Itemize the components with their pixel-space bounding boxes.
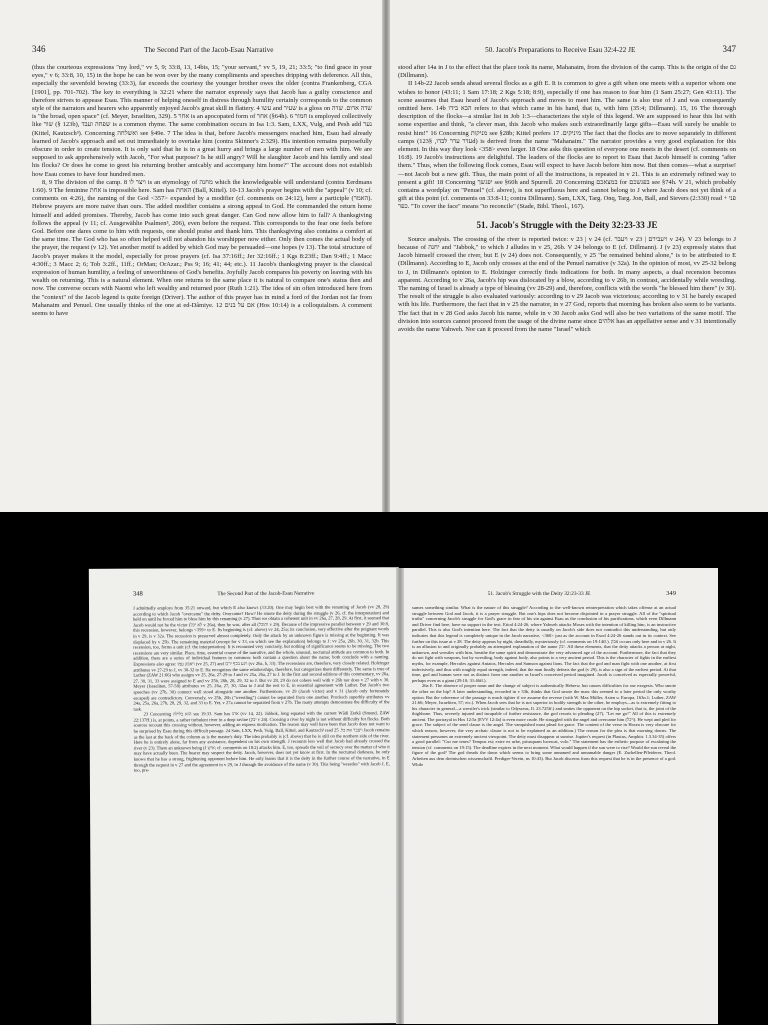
page-body bbox=[398, 64, 736, 334]
page-number: 347 bbox=[722, 44, 736, 54]
book-spine bbox=[382, 0, 390, 512]
running-head bbox=[412, 590, 676, 597]
paragraph: 23 Concerning הוא בלילה see 19:33. Sam has אתו (vv 14, 22). Jabbok, long equated with the current Wâdi Zerkâ (Smend, ZAW 22:137ff.) is, at points, a rather turbulent river in a deep ravine (יבק v 24). Crossing a river by night is not without difficulty for flocks. Both sources recount this crossing without, however, adding an express motivation. The reason may well have been that Jacob does not want to be surprised by Esau during this difficult passage. 24 Sam, LXX, Pesh, Vulg, Ball, Kittel, and Kautzsch³ read ויעבר את כל. 25 Jacob remains as the last at the back of the column as is the master's duty. The idea probably is (cf. above) that he is still on the northern side of the river. Here he is entirely alone, far from any assistance, dependent on his own strength. J recounts less well that Jacob had already crossed the river (v 23). There an unknown being (J איש; cf. comments on 18:2) attacks him. E, too, spreads the veil of secrecy over the matter of who it may have actually been. The hearer may suspect the deity. Jacob, however, does not yet know at first. In the nocturnal darkness, he only knows that he has a strong, frightening opponent before him. He only learns that it is the deity in the further course of the narrative, in E through the request in v 27 and the agreement in v 29, in J through the avoidance of the name (v 30). This being "wrestles" with Jacob J, E, too, pre- bbox=[133, 710, 390, 773]
paragraph: J admittedly employs from 35:21 onward, but which E also knows (33:20). One may begin best with the renaming of Jacob (vv 28, 29) according to which Jacob "overcame" the deity. Overcame? How? He smote the deity during the struggle (v 26, cf. the interpretation) and held on until he forced him to bless him by this renaming (v 27). Thus we obtain a coherent unit in vv 26a, 27, 28, 29. At first, it seemed that Jacob would not be the victor (לא יכל v 26a), then he was, after all (ותוכל v 29). Because of the impressive parallel between v 29 and 30:8, this recension, however, belongs <359> to E. Its beginning is (cf. above) vv 24, 25a; its conclusion, very effective after the poignant words in v 29, is v 32a. The recession is preserved almost completely. Only the attack by an unknown figure is missing at the beginning. It was displaced by v 25b. The remaining material (except for v 33, on which see the explanation) belongs to J: vv 25a, 26b, 30, 31, 32b. This recension, too, forms a unit (cf. the interpretation). It is recounted very concisely, but nothing of significance seems to be missing. The two recensions are very similar. Place, time, essential course of the narrative, and the whole, unusual, nocturnal attitude are common to both. In addition, there are a series of individual features in common: both contain a question about the name; both conclude with a naming. Expressions also agree: ויאבק עמו (vv 25, 27) and ויגע בכף ירכו (vv 26a, b, 33). The recensions are, therefore, very closely related. Holzinger attributes vv 27-29 to J, vv 30-32 to E. He recognizes the same relationships, therefore, but categorizes them differently. The same is true of Luther (ZAW 21:66) who assigns vv 25, 26a, 27-29 to J and vv 25a, 26a, 27 to J. In the first and second editions of this commentary, vv 26a, 27, 30, 31, 33 were assigned to E and vv 25b, 26b, 28, 29, 32 to J. But vv 28, 29 do not cohere well with v 26b nor does v 27 with v 30. Meyer (Israeliten, 57-58) attributes vv 25, 26a, 27, 30, 32aa to J and the rest to E, in essential agreement with Luther. But Jacob's two speeches (vv 27b, 30) connect well stood alongside one another. Furthermore, vv 29 (Jacob victor) and v 31 (Jacob only fortunately escaped) are contradictory. Conversely, vv 25b, 26b ("wrestling") cannot be separated from one another. Procksch superbly attributes vv 24a, 25a, 26a, 27b, 28, 29, 32, and 33 to E. Yet, v 27a cannot be separated from v 27b. The many attempts demonstrate the difficulty of the task. bbox=[133, 604, 390, 712]
page-body bbox=[32, 64, 372, 318]
paragraph: stood after 14a in J to the effect that the place took its name, Mahanaim, from the division of the camp. This is the origin of the גם (Dillmann). bbox=[398, 64, 736, 80]
book-spine bbox=[396, 568, 404, 1024]
page-349 bbox=[400, 568, 718, 1024]
page-number: 349 bbox=[666, 590, 676, 597]
page-number: 348 bbox=[132, 590, 143, 598]
running-head bbox=[398, 44, 736, 54]
running-head-title: 50. Jacob's Preparations to Receive Esau 32:4-22 JE bbox=[485, 46, 636, 54]
running-head-title: The Second Part of the Jacob-Esau Narrative bbox=[217, 590, 315, 598]
paragraph: 26a E. The absence of proper noun and the change of subject is authentically Hebrew, but causes difficulties for our exegesis. Who smote the other on the hip? A later understanding, recorded in v 33b, thinks that God smote the man: this seemed to a later period the only worthy option. But the coherence of the passage is much tighter if we assume the reverse (with W. Max Müller, Asien u. Europa, 163n.1; Luther, ZAW 21:66; Meyer, Israeliten, 57; etc.). When Jacob sees that he is not superior in bodily strength to the other, he employs—as is extremely fitting to his character in general—a wrestler's trick (similar to Odysseus, Il. 23.725ff.) and smites the opponent on the hip socket, that is, the joint of the thighbone. Thus, severely injured and incapable of further resistance, the god resorts to pleading (27), "Let me go!" All of this is extremely ancient. The portrayal in Hos 12:5a [EVV 12:4a] is even more crude. He struggled with the angel and overcame him (ויכל). He wept and pled for grace. The subject of the send clause is the angel. The vanquished must plead for grace. The content of the verse in Hosea is very obscure for which reason, however, the very archaic clause is not to be explained as an addition.) The reason for the plea is that morning dawns. The statement presumes an extremely ancient viewpoint. The deity must disappear at sunrise. Jupiter's request (in Plautus, Amphitr. 1.3.34-35) offers a good parallel: "Cur me tenes? Tempus est; exire ex urbe, priusquam lucescat, volo." The statement has the esthetic purpose of escalating the tension (cf. comments on 19:15). The deadline expires in the next moment. What would happen if the sun were to rise? Would the sun reveal the figure of the god? The god dreads the dawn which seems to bring some unnamed and unnamable danger (E. Zurhellen-Pfleiderer, Theol. Arbeiten aus dem rheinischen wissenschaftl. Prediger-Verein, ns 10:43). But Jacob discerns from this request that he is in the presence of a god. While bbox=[412, 683, 676, 767]
page-348 bbox=[89, 567, 401, 1025]
paragraph: 8, 9 The division of the camp. 8 ויצר לו is an etymology of מחנה which the knowledgeable will understand (contra Eerdmans 1:60). 9 The feminine אחת is impossible here. Sam has האחת (Ball, Kittel). 10-13 Jacob's prayer begins with the "appeal" (v 10; cf. comments on 4:26), the naming of the God <357> expanded by a modifier (cf. comments on 24:12), here a participle (האמר). Hebrew prayers are more naive than ours. The added modifier contains a strong appeal to God. He commanded the return home himself and added promises. Thereby, Jacob has come into such great danger. Can God now allow him to fall? A thanksgiving follows the appeal (v 11; cf. Ausgewählte Psalmen³, 206), even before the request. This corresponds to the fear one feels before God. Before one dares come to him with requests, one should praise and thank him. This thanksgiving also contains a comfort at the same time. The God who has so often helped will not abandon his worshipper now either. Only then comes the actual body of the prayer, the request (v 12). Yet another motif is added by which God may be persuaded—one hopes (v 13). The total structure of Jacob's prayer makes it the model, especially for prose prayers (cf. Isa 37:16ff.; Jer 32:16ff.; 1 Kgs 8:23ff.; Dan 9:4ff.; 1 Macc 4:30ff.; 3 Macc 2; 6; Tob 3:2ff., 11ff.; OrMan; OrAzar.; Pss 9; 16; 41; 44; etc.). 11 Jacob's thanksgiving prayer is the classical expression of human humility, a feeling of unworthiness of God's benefits. Joyfully Jacob compares his poverty on leaving with his wealth on returning. This is a natural element. When one returns to the same place it is natural to compare one's status then and now. The converse occurs with Naomi who left wealthy and returned poor (Ruth 1:21). The idea of sin often introduced here from the "context" of the Jacob legend is quite foreign (Driver). The author of this prayer has in mind a ford of the Jordan not far from Mahanaim and Penuel. One usually thinks of the one at ed-Dâmiye. 12 אם על בנים (Hos 10:14) is a colloquialism. A comment seems to have bbox=[32, 178, 372, 318]
paragraph: II 14b-22 Jacob sends ahead several flocks as a gift E. It is common to give a gift when one meets with a superior whom one wishes to honor (43:11; 1 Sam 17:18; 2 Kgs 5:18; 8:9), especially if one has reason to fear him (1 Sam 25:27; Gen 43:11). The scene assumes that Esau heard of Jacob's approach and moves to meet him. The same is also true of J and was consequently omitted here. 14b הבא בידו refers to that which came in his hand, that is, with him (35:4; Dillmann). 15, 16 The thorough description of the flocks—a similar list in Job 1:3—characterizes the style of this legend. We are supposed to hear this list with some expertise and think, "a clever man, this Jacob who makes such extraordinarily large gifts—Esau will surely be unable to resist him!" 16 Concerning מניקות see §28b; Kittel prefers מיניקים. 17 The fact that the flocks are to move separately in different camps (עדר עדר לבדו, §123d) is derived from the name "Mahanaim." The narrator provides a very good explanation for this element. In this way they look <358> even larger. 18 One asks this question of everyone one meets in the desert (cf. comments on 16:8). 19 Jacob's instructions are delightful. The leaders of the flocks are to report to Esau that Jacob himself is coming "after them." Thus, when the following flock comes, Esau will expect to have Jacob before him now. But then comes—what a surprise!—not Jacob but a new gift. Thus, the main point of all the instructions, is repeated in v 21. This is an extremely refined way to present a gift! 18 Concerning יפגשך see §60h and Spurrell. 20 Concerning במצאכם for בפגשכם see §74h. V 21, which probably contains a wordplay on "Penuel" (cf. above), is not superfluous here and cannot belong to J where Jacob does not yet think of a gift at this point (cf. comments on 33:8-11; contra Dillmann). Sam, LXX, Targ. Onq, Targ. Jon, Ball, and Sievers (2:330) read פני + כפר. "To cover the face" means "to reconcile" (Stade, Bibl. Theol., 167). bbox=[398, 80, 737, 211]
running-head bbox=[133, 589, 389, 597]
page-number: 346 bbox=[32, 44, 46, 54]
page-346 bbox=[0, 0, 386, 512]
running-head-title: The Second Part of the Jacob-Esau Narrative bbox=[144, 46, 274, 54]
paragraph: Source analysis. The crossing of the river is reported twice: v 23 | v 24 (cf. ויעבר v 23 | ויעבירם v 24). V 23 belongs to J because of יחנה and "Jabbok," to which J alludes in v 25, 26b. V 24 belongs to E (cf. Dillmann). J (v 23) expressly states that Jacob himself crossed the river, but E (v 24) does not. Consequently, v 25 "he remained behind alone," is to be attributed to E (Dillmann). According to E, Jacob only crosses at the end of the Penuel narrative (v 32a). In the opinion of most, vv 25-32 belong to J, in Dillmann's opinion to E. Holzinger correctly finds indications for both. In many aspects, a dual recension becomes apparent. According to v 26a, Jacob's hip was dislocated by a blow, according to v 26b, in contrast, accidentally while wrestling. The naming of Israel is already a type of blessing (vv 28-29) and, therefore, conflicts with the words "he blessed him there" (v 30). The result of the struggle is also evaluated variously: according to v 29 Jacob was victorious; according to v 31 he barely escaped with his life. Furthermore, the fact that in v 25 the narrator, in v 27 God, reports that morning has broken also seem to be variants. The fact that in v 28 God asks Jacob his name, while in v 30 Jacob asks God will also be two variations of the same motif. The division into sources cannot proceed from the usage of the divine name since אלהים has an appellative sense and v 31 intentionally avoids the name Yahweh. Nor can it proceed from the name "Israel" which bbox=[398, 235, 736, 334]
running-head-title: 51. Jacob's Struggle with the Deity 32:23-33 JE bbox=[487, 591, 591, 597]
running-head bbox=[32, 44, 372, 54]
paragraph: sumes something similar. What is the nature of this struggle? According to the well-known reinterpretation which takes offense at an actual struggle between God and Jacob, it is a prayer struggle. But one's hips does not become disjointed in a prayer struggle. All of the "spiritual truths" concerning Jacob's struggle for God's grace in fear of his sin against Esau as the conclusion of his purifications, which even Dillmann and Driver find here, have no support in the text. Etiod 4:24-26, where Yahweh attacks Moses with the intention of killing him, is an instructive parallel. This is also God's intention here. The fact that the deity is usually on Jacob's side does not contradict this understanding, but only indicates that this legend is completely unique in the Jacob narrative, <360> just as the account in Exod 4:24-26 stands out in its context. See further on this issue at v 28. The deity appears by night, dreadfully, mysteriously (cf. comments on 19:14ff.). אבק occurs only here and in v 26. It is an allusion to and originally probably an attempted explanation of the name יבק. All these elements, that the deity attacks a person at night, unknown, and wrestles with him, breathe the same spirit and demonstrate the very advanced age of the account. Furthermore, the fact that they do not fight with weapons, but by wrestling, body against body, also points to a very ancient period. This is the character of fights in the earliest myths, for example, Hercules against Antaios, Hercules and Samson against lions. The fact that the god and man fight with one another, at first indecisively, and thus with roughly equal strength, indeed, that the man finally defeats the god (v 29), is also a sign of the earliest period. At that time, god and human were not as distinct from one another as Israel's conceived period imagined. Jacob is conceived as especially powerful, perhaps even as a giant (29:10; 31:46ff.). bbox=[412, 605, 676, 683]
page-body bbox=[133, 604, 390, 773]
page-347 bbox=[386, 0, 768, 512]
paragraph: (thus the courteous expressions "my lord," vv 5, 9; 33:8, 13, 14bis, 15; "your servant," vv 5, 19, 21; 33:5; "to find grace in your eyes," v 6; 33:8, 10, 15) in the hope he can be won over by the many compliments and speeches dripping with deference. All this, especially the sevenfold bowing (33:3), far exceeds the courtesy the younger brother owes the older (contra Frankenberg, CGA [1901], pp. 701-702). The key to everything is 32:21 where the narrator expressly says that Jacob has a guilty conscience and therefore strives to appease Esau. This manner of helping oneself in distress through humility certainly corresponds to the common style of the narrators and hearers who apparently enjoyed Jacob's great skill in flattery. 4 עשו and שעיר is a gloss on שדה אדום. שדה is "the broad, open space" (cf. Meyer, Israeliten, 329). 5 אחר is an apocopated form of אחר (§64h). 6 חמור is employed collectively like שור (§ 123b), שפחה ועבד is a common rhyme. The same combination occurs in Isa 1:3. Sam, LXX, Vulg, and Pesh add נער (Kittel, Kautzsch³). Concerning ואשלחה see §49e. 7 The idea is that, before Jacob's messengers reached him, Esau had already learned of Jacob's approach and set out immediately to overtake him (contra Skinner's 2:329). His intention remains purposefully obscure in order to create tension. It is only said that he is in a great hurry and brings a large number of men with him. We are supposed to ask apprehensively with Jacob, "For what purpose? Is he still angry? Will he slaughter Jacob and his family and steal his flocks? Or does he come to greet his returning brother amicably and accompany him home?" The account does not establish how Esau comes to have four hundred men. bbox=[32, 64, 372, 178]
page-body bbox=[412, 605, 676, 767]
section-title: 51. Jacob's Struggle with the Deity 32:23-33 JE bbox=[476, 219, 658, 230]
